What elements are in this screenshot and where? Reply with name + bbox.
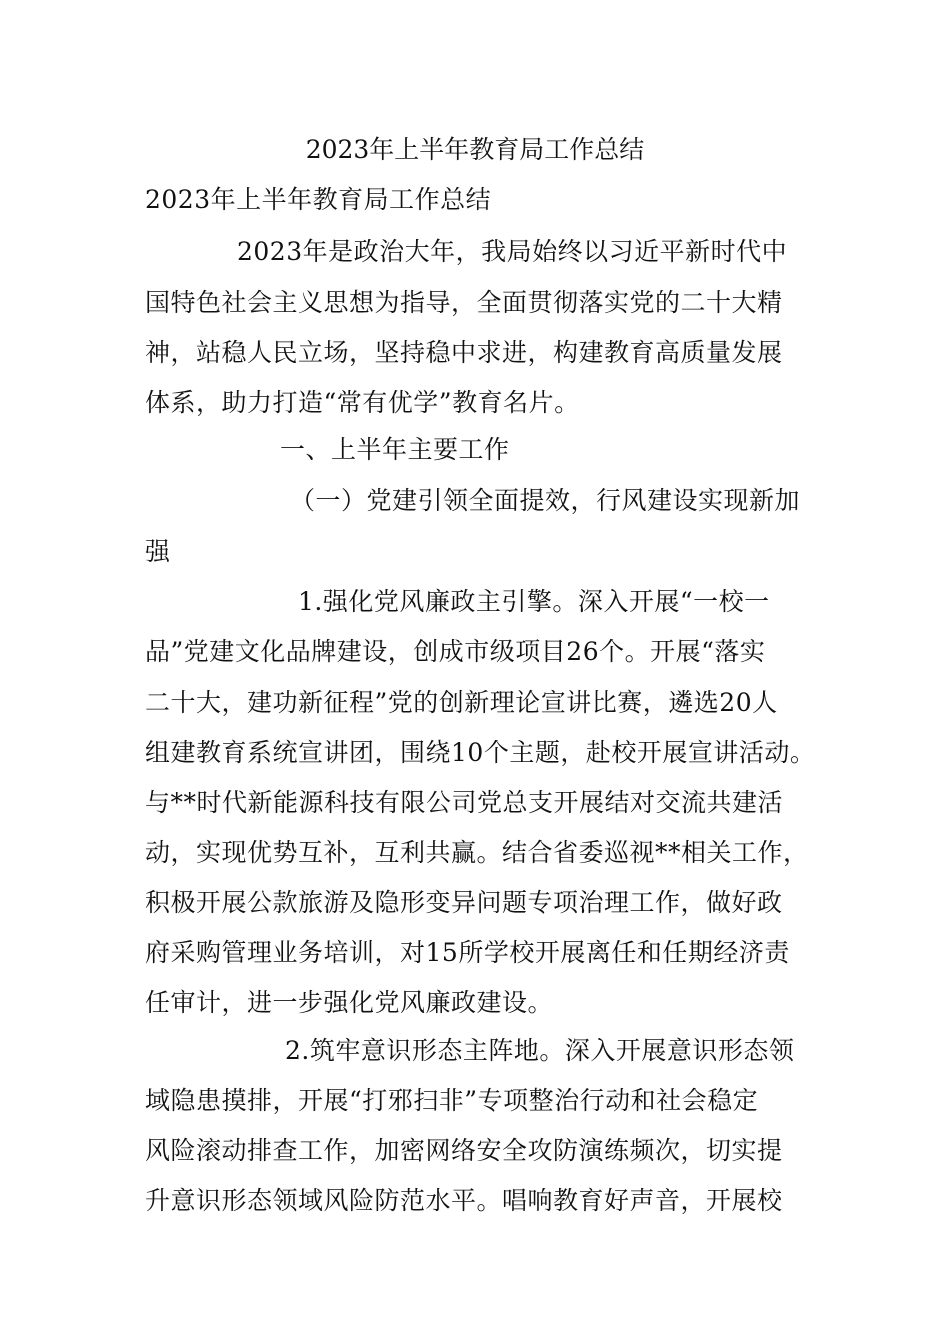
paragraph-line: 风险滚动排查工作，加密网络安全攻防演练频次，切实提 [145,1136,783,1165]
paragraph-line: 品”党建文化品牌建设，创成市级项目26个。开展“落实 [145,637,766,666]
paragraph-line: 2023年是政治大年，我局始终以习近平新时代中 [237,237,788,266]
paragraph-line: 动，实现优势互补，互利共赢。结合省委巡视**相关工作， [145,838,809,867]
paragraph-line: 升意识形态领域风险防范水平。唱响教育好声音，开展校 [145,1186,783,1215]
paragraph-line: 神，站稳人民立场，坚持稳中求进，构建教育高质量发展 [145,338,783,367]
paragraph-line: 积极开展公款旅游及隐形变异问题专项治理工作，做好政 [145,888,783,917]
section-heading: 一、上半年主要工作 [280,435,510,464]
paragraph-line: 体系，助力打造“常有优学”教育名片。 [145,388,580,417]
paragraph-line: 组建教育系统宣讲团，围绕10个主题，赴校开展宣讲活动。 [145,738,816,767]
document-subtitle: 2023年上半年教育局工作总结 [145,185,492,214]
paragraph-line: 二十大，建功新征程”党的创新理论宣讲比赛，遴选20人 [145,688,778,717]
subsection-heading: （一）党建引领全面提效，行风建设实现新加 [290,486,801,515]
paragraph-line: 任审计，进一步强化党风廉政建设。 [145,988,554,1017]
paragraph-line: 2.筑牢意识形态主阵地。深入开展意识形态领 [285,1036,795,1065]
paragraph-line: 府采购管理业务培训，对15所学校开展离任和任期经济责 [145,938,790,967]
paragraph-line: 1.强化党风廉政主引擎。深入开展“一校一 [298,587,770,616]
paragraph-line: 国特色社会主义思想为指导，全面贯彻落实党的二十大精 [145,288,783,317]
paragraph-line: 域隐患摸排，开展“打邪扫非”专项整治行动和社会稳定 [145,1086,759,1115]
paragraph-line: 与**时代新能源科技有限公司党总支开展结对交流共建活 [145,788,784,817]
subsection-heading: 强 [145,537,171,566]
page-title: 2023年上半年教育局工作总结 [305,135,645,164]
